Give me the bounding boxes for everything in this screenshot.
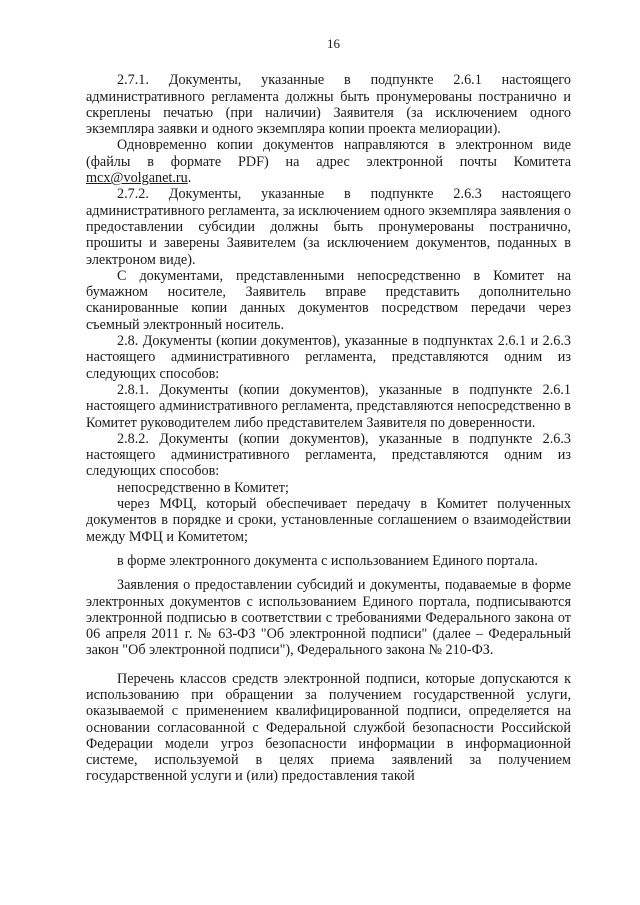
paragraph-2-8-2: 2.8.2. Документы (копии документов), указанные в подпункте 2.6.3 настоящего административного регламента, представляются одним из следующих способов: — [86, 430, 571, 480]
page-number: 16 — [327, 36, 340, 51]
paragraph-electronic-signature: Заявления о предоставлении субсидий и документы, подаваемые в форме электронных документов с использованием Единого портала, подписываются электронной подписью в соответствии с требованиями Федерального закона от 06 апреля 2011 г. № 63-ФЗ "Об электронной подписи" (далее – Федеральный закон "Об электронной подписи"), Федерального закона № 210-ФЗ. — [86, 577, 571, 659]
paragraph-2-8: 2.8. Документы (копии документов), указанные в подпунктах 2.6.1 и 2.6.3 настоящего административного регламента, представляются одним из следующих способов: — [86, 333, 571, 382]
document-page — [86, 36, 571, 785]
list-item-mfc: через МФЦ, который обеспечивает передачу в Комитет полученных документов в порядке и сроки, установленные соглашением о взаимодействии между МФЦ и Комитетом; — [86, 496, 571, 545]
list-item-committee: непосредственно в Комитет; — [117, 479, 289, 496]
email-link[interactable]: mcx@volganet.ru — [86, 170, 188, 187]
paragraph-email-copies — [86, 137, 571, 186]
paragraph-2-7-2: 2.7.2. Документы, указанные в подпункте 2.6.3 настоящего административного регламента, за исключением одного экземпляра заявления о предоставлении субсидии должны быть пронумерованы постранично, прошиты и заверены Заявителем (за исключением документов, поданных в электроном виде). — [86, 186, 571, 268]
paragraph-email-text: Одновременно копии документов направляются в электронном виде (файлы в формате PDF) на адрес электронной почты Комитета — [86, 137, 571, 170]
paragraph-paper-documents: С документами, представленными непосредственно в Комитет на бумажном носителе, Заявитель вправе представить дополнительно сканированные копии данных документов посредством передачи через съемный электронный носитель. — [86, 267, 571, 333]
paragraph-signature-classes: Перечень классов средств электронной подписи, которые допускаются к использованию при обращении за получением государственной услуги, оказываемой с применением квалифицированной подписи, определяется на основании согласованной с Федеральной службой безопасности Российской Федерации модели угроз безопасности информации в информационной системе, используемой в целях приема заявлений за получением государственной услуги и (или) предоставления такой — [86, 670, 571, 785]
paragraph-email-end: . — [187, 170, 192, 187]
paragraph-2-7-1: 2.7.1. Документы, указанные в подпункте 2.6.1 настоящего административного регламента должны быть пронумерованы постранично и скреплены печатью (при наличии) Заявителя (за исключением одного экземпляра заявки и одного экземпляра копии проекта мелиорации). — [86, 72, 571, 138]
paragraph-2-8-1: 2.8.1. Документы (копии документов), указанные в подпункте 2.6.1 настоящего административного регламента, представляются непосредственно в Комитет руководителем либо представителем Заявителя по доверенности. — [86, 381, 571, 431]
list-item-portal: в форме электронного документа с использованием Единого портала. — [117, 552, 538, 569]
